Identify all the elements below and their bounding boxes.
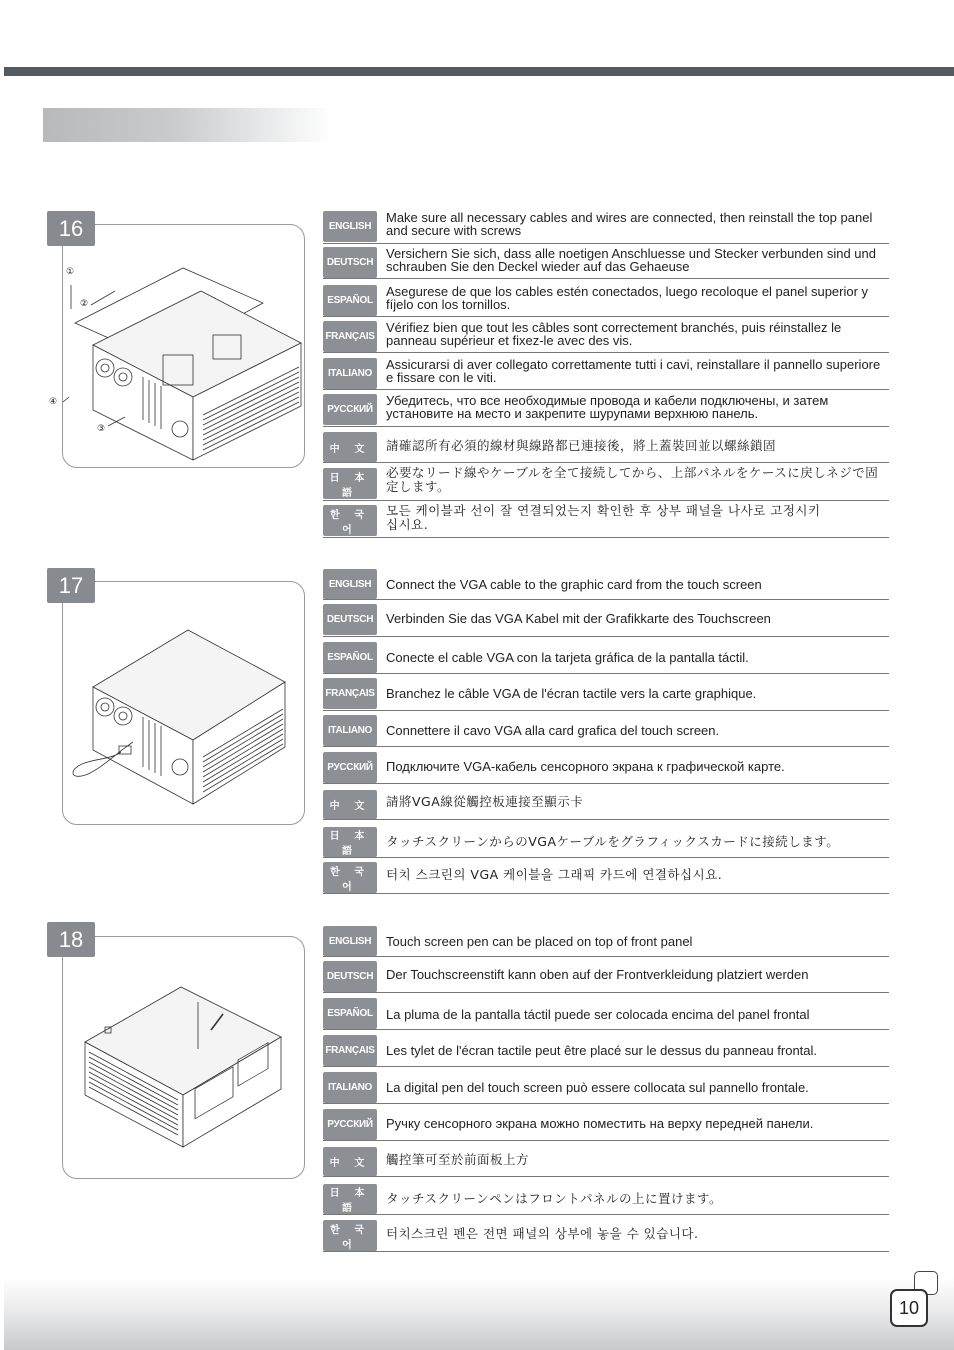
instruction-row-japanese (323, 466, 889, 501)
instruction-row-espanol (323, 640, 889, 674)
language-label: DEUTSCH (323, 604, 377, 635)
instruction-row-francais (323, 1033, 889, 1067)
language-label: FRANÇAIS (323, 678, 377, 709)
instruction-row-chinese (323, 788, 889, 820)
instruction-text: La digital pen del touch screen può essere collocata sul pannello frontale. (386, 1080, 809, 1095)
instruction-row-espanol (323, 283, 889, 317)
instruction-text: Branchez le câble VGA de l'écran tactile vers la carte graphique. (386, 686, 757, 701)
instruction-row-japanese (323, 825, 889, 858)
instruction-row-chinese (323, 430, 889, 463)
step-number-badge: 16 (47, 211, 95, 246)
instruction-text: Conecte el cable VGA con la tarjeta gráfica de la pantalla táctil. (386, 650, 749, 665)
instruction-row-francais (323, 676, 889, 711)
callout-3: ③ (97, 423, 106, 433)
instruction-row-italiano (323, 356, 889, 390)
language-label: 日 本 語 (323, 468, 377, 499)
instruction-text: Make sure all necessary cables and wires are connected, then reinstall the top panel and secure with screws (386, 210, 873, 238)
language-label: 日 本 語 (323, 827, 377, 857)
footer-band (4, 1276, 954, 1350)
instruction-row-korean (323, 860, 889, 894)
language-label: ESPAÑOL (323, 285, 377, 316)
instruction-text: Les tylet de l'écran tactile peut être placé sur le dessus du panneau frontal. (386, 1043, 818, 1058)
instruction-row-russian (323, 392, 889, 427)
instruction-text: Убедитесь, что все необходимые провода и кабели подключены, и затем установите на место и закрепите шурупами верхнюю панель. (386, 393, 829, 421)
callout-1: ① (66, 266, 75, 276)
instruction-text: Connect the VGA cable to the graphic card from the touch screen (386, 577, 762, 592)
instruction-row-english (323, 209, 889, 244)
instruction-text: タッチスクリーンペンはフロントパネルの上に置けます。 (386, 1191, 723, 1206)
language-label: 中 文 (323, 432, 377, 462)
language-label: ESPAÑOL (323, 998, 377, 1029)
instruction-text: Verbinden Sie das VGA Kabel mit der Grafikkarte des Touchscreen (386, 611, 771, 626)
language-label: FRANÇAIS (323, 1035, 377, 1066)
instruction-text: 터치스크린 펜은 전면 패널의 상부에 놓을 수 있습니다. (386, 1226, 699, 1241)
instruction-text: 請確認所有必須的線材與線路都已連接後，將上蓋裝回並以螺絲鎖固 (386, 438, 777, 453)
language-label: FRANÇAIS (323, 321, 377, 352)
instruction-text: Touch screen pen can be placed on top of front panel (386, 934, 693, 949)
instruction-row-english (323, 567, 889, 600)
page-number: 10 (890, 1289, 928, 1327)
instruction-text: Assicurarsi di aver collegato correttamente tutti i cavi, reinstallare il pannello superiore e fissare con le viti. (386, 357, 881, 385)
language-label: DEUTSCH (323, 247, 377, 278)
language-label: РУССКИЙ (323, 394, 377, 425)
language-label: РУССКИЙ (323, 1109, 377, 1140)
language-label: 한 국 어 (323, 1220, 377, 1251)
instruction-row-russian (323, 1107, 889, 1141)
step-number-badge: 17 (47, 568, 95, 603)
language-label: РУССКИЙ (323, 752, 377, 783)
callout-4: ④ (49, 396, 58, 406)
language-label: 日 本 語 (323, 1184, 377, 1214)
instruction-text: Vérifiez bien que tout les câbles sont correctement branchés, puis réinstallez le panneau supérieur et fixez-le avec des vis. (386, 320, 842, 348)
instruction-text: Der Touchscreenstift kann oben auf der Frontverkleidung platziert werden (386, 967, 809, 982)
step-figure-frame (62, 936, 305, 1179)
instruction-row-deutsch (323, 959, 889, 993)
instruction-row-korean (323, 503, 889, 538)
instruction-text: 터치 스크린의 VGA 케이블을 그래픽 카드에 연결하십시요. (386, 867, 723, 882)
instruction-row-korean (323, 1218, 889, 1252)
instruction-text: La pluma de la pantalla táctil puede ser colocada encima del panel frontal (386, 1007, 810, 1022)
instruction-text: Подключите VGA-кабель сенсорного экрана к графической карте. (386, 759, 785, 774)
front-panel-pen-illustration (63, 937, 304, 1178)
instruction-text: 必要なリード線やケーブルを全て接続してから、上部パネルをケースに戻しネジで固定します。 (386, 465, 879, 494)
instruction-row-italiano (323, 1070, 889, 1104)
step-number-badge: 18 (47, 922, 95, 957)
language-label: 한 국 어 (323, 505, 377, 536)
language-label: DEUTSCH (323, 961, 377, 992)
language-label: ITALIANO (323, 1072, 377, 1103)
language-label: 한 국 어 (323, 862, 377, 893)
language-label: 中 文 (323, 790, 377, 819)
instruction-row-deutsch (323, 602, 889, 637)
language-label: ENGLISH (323, 569, 377, 599)
instruction-row-espanol (323, 996, 889, 1030)
step-figure-frame (62, 581, 305, 825)
instruction-text: 請將VGA線從觸控板連接至顯示卡 (386, 794, 584, 809)
top-rule (4, 67, 954, 76)
instruction-row-deutsch (323, 245, 889, 279)
language-label: ENGLISH (323, 211, 377, 242)
instruction-text: タッチスクリーンからのVGAケーブルをグラフィックスカードに接続します。 (386, 834, 840, 849)
instruction-row-english (323, 924, 889, 957)
language-label: ENGLISH (323, 926, 377, 956)
instruction-text: Connettere il cavo VGA alla card grafica del touch screen. (386, 723, 720, 738)
instruction-text: Ручку сенсорного экрана можно поместить на верху передней панели. (386, 1116, 814, 1131)
vga-cable-illustration (63, 582, 304, 824)
callout-2: ② (80, 298, 89, 308)
section-header-band (43, 108, 333, 142)
instruction-row-francais (323, 319, 889, 353)
instruction-text: Versichern Sie sich, dass alle noetigen Anschluesse und Stecker verbunden sind und schrauben Sie den Deckel wieder auf das Gehaeuse (386, 246, 876, 274)
instruction-text: 모든 케이블과 선이 잘 연결되었는지 확인한 후 상부 패널을 나사로 고정시키십시요. (386, 503, 821, 532)
language-label: ITALIANO (323, 715, 377, 746)
language-label: ESPAÑOL (323, 642, 377, 673)
language-label: 中 文 (323, 1147, 377, 1176)
instruction-row-italiano (323, 713, 889, 747)
language-label: ITALIANO (323, 358, 377, 389)
instruction-row-japanese (323, 1182, 889, 1215)
instruction-text: Asegurese de que los cables estén conectados, luego recoloque el panel superior y fíjelo con los tornillos. (386, 284, 869, 312)
instruction-text: 觸控筆可至於前面板上方 (386, 1152, 530, 1167)
instruction-row-russian (323, 750, 889, 784)
instruction-row-chinese (323, 1145, 889, 1177)
